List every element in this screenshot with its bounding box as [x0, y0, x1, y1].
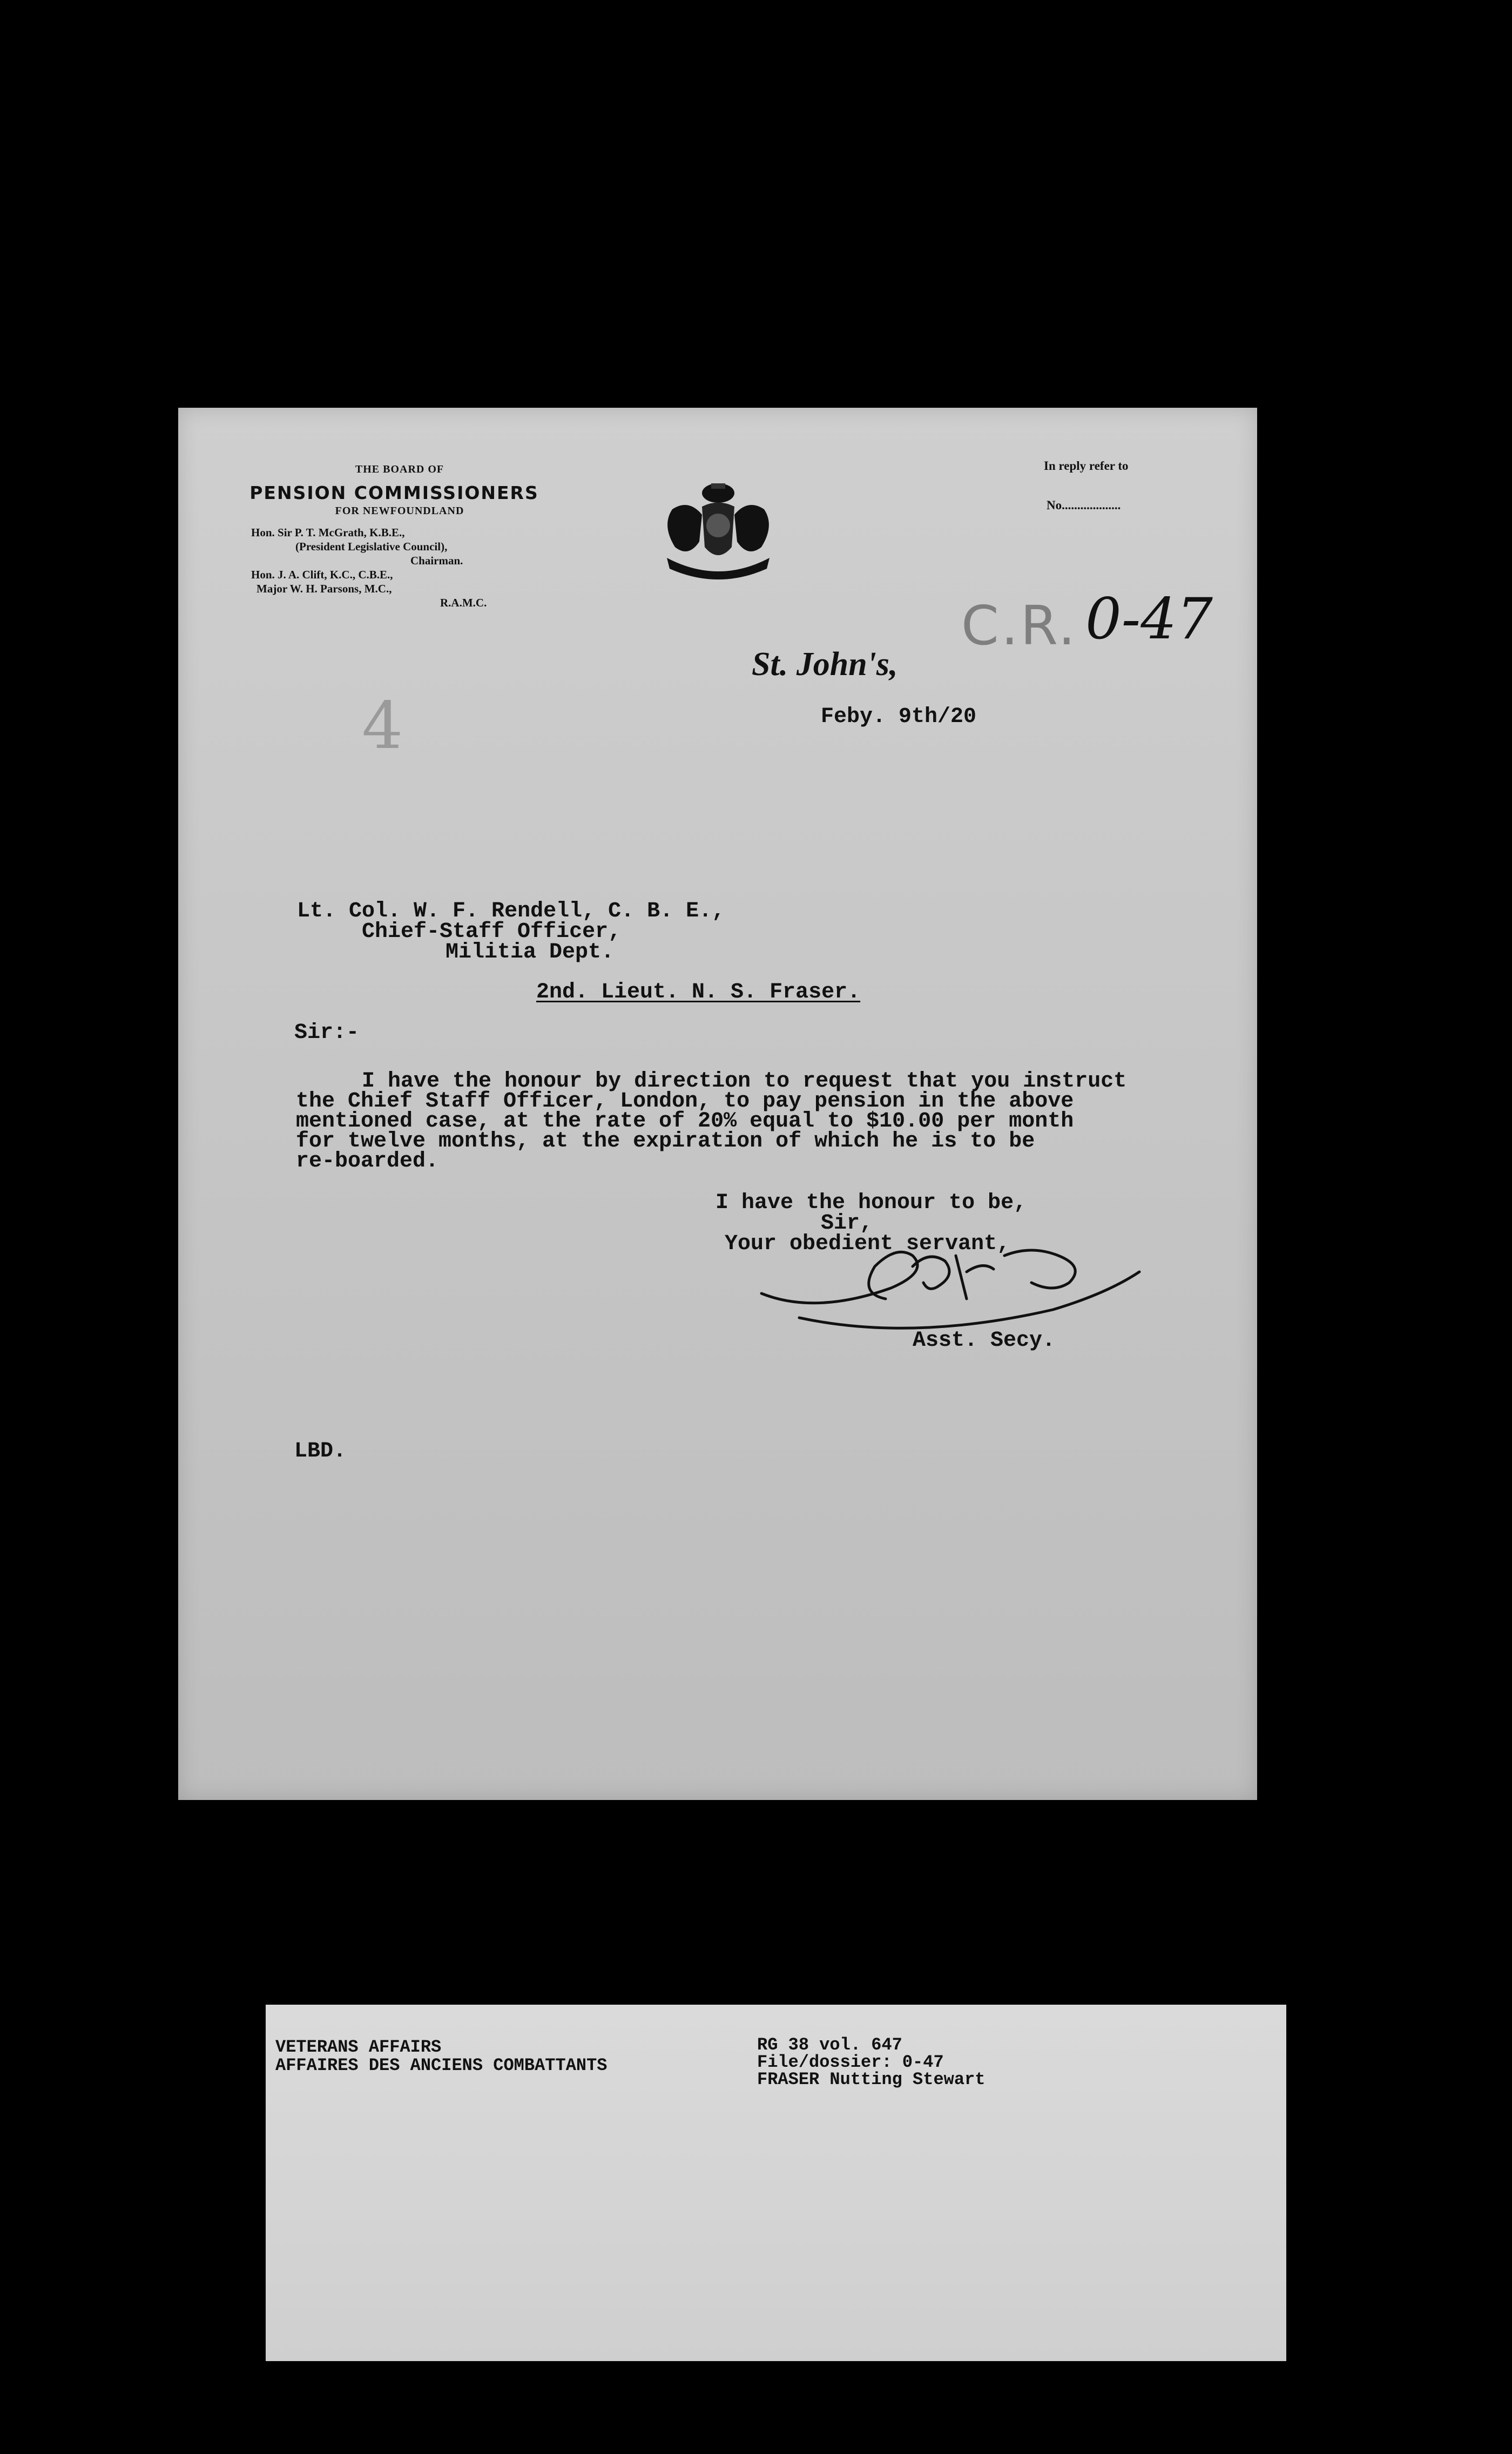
handwritten-signature: [751, 1223, 1183, 1331]
body-line: the Chief Staff Officer, London, to pay pension in the above: [296, 1089, 1074, 1114]
letter-place: St. John's,: [752, 646, 898, 683]
reply-number-field: No...................: [1047, 498, 1121, 512]
letterhead-board-of: THE BOARD OF: [355, 463, 444, 475]
signer-title: Asst. Secy.: [913, 1329, 1056, 1353]
recipient-line: Militia Dept.: [446, 940, 615, 965]
archive-label-card: [266, 2005, 1286, 2361]
recipient-line: Chief-Staff Officer,: [362, 920, 622, 944]
coat-of-arms-icon: [651, 477, 786, 585]
letterhead-members: [251, 525, 543, 610]
label-department-fr: AFFAIRES DES ANCIENS COMBATTANTS: [275, 2055, 608, 2075]
reply-refer-label: In reply refer to: [1044, 459, 1129, 473]
recipient-line: Lt. Col. W. F. Rendell, C. B. E.,: [297, 899, 725, 923]
label-department: VETERANS AFFAIRS: [275, 2037, 442, 2057]
typist-initials: LBD.: [294, 1439, 347, 1464]
member-line: R.A.M.C.: [440, 596, 487, 609]
closing-line: I have the honour to be,: [716, 1191, 1027, 1215]
letter-subject: 2nd. Lieut. N. S. Fraser.: [536, 980, 861, 1004]
label-name: FRASER Nutting Stewart: [757, 2069, 986, 2089]
label-file: File/dossier: 0-47: [757, 2052, 944, 2072]
handwritten-file-number: 0-47: [1085, 586, 1213, 652]
letter-page: [178, 408, 1257, 1800]
letter-date: Feby. 9th/20: [821, 705, 977, 729]
letterhead-for: FOR NEWFOUNDLAND: [335, 505, 464, 517]
member-line: Hon. J. A. Clift, K.C., C.B.E.,: [251, 568, 393, 581]
member-line: Major W. H. Parsons, M.C.,: [256, 582, 392, 595]
body-line: for twelve months, at the expiration of which he is to be: [296, 1129, 1035, 1154]
member-line: Chairman.: [410, 554, 463, 567]
body-line: mentioned case, at the rate of 20% equal to $10.00 per month: [296, 1109, 1074, 1134]
closing-line: Sir,: [821, 1211, 873, 1236]
member-line: Hon. Sir P. T. McGrath, K.B.E.,: [251, 526, 405, 539]
closing-line: Your obedient servant,: [725, 1232, 1010, 1256]
body-line: I have the honour by direction to request that you instruct: [362, 1069, 1127, 1094]
cr-stamp: C.R.: [961, 594, 1078, 657]
member-line: (President Legislative Council),: [295, 540, 448, 553]
label-volume: RG 38 vol. 647: [757, 2035, 902, 2055]
letterhead-title: PENSION COMMISSIONERS: [249, 482, 539, 503]
margin-pencil-mark: 4: [362, 689, 403, 764]
body-line: re-boarded.: [296, 1149, 439, 1174]
salutation: Sir:-: [294, 1021, 360, 1045]
